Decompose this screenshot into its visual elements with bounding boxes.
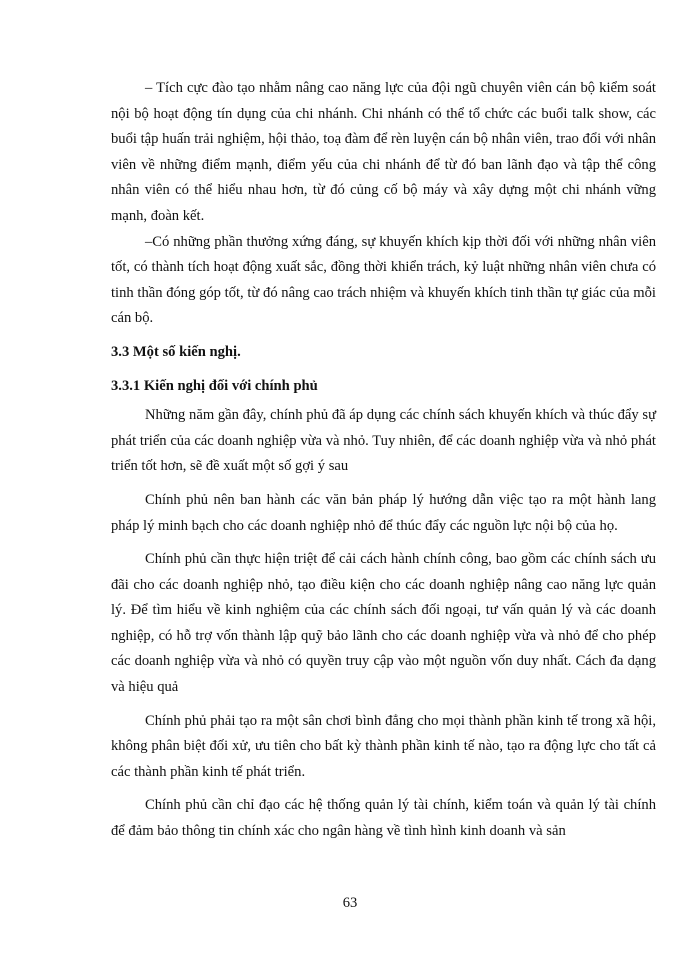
paragraph-government-policies: Những năm gần đây, chính phủ đã áp dụng các chính sách khuyến khích và thúc đẩy sự phát triển của các doanh nghiệp vừa và nhỏ. Tuy nhiên, để các doanh nghiệp vừa và nhỏ phát triển tốt hơn, sẽ đề xuất một số gợi ý sau: [111, 407, 656, 475]
section-heading: 3.3 Một số kiến nghị.: [111, 343, 241, 360]
page-number: 63: [342, 895, 358, 911]
paragraph-administrative-reform: Chính phủ cần thực hiện triệt để cải cách hành chính công, bao gồm các chính sách ưu đãi cho các doanh nghiệp nhỏ, tạo điều kiện cho các doanh nghiệp nâng cao năng lực quản lý. Để tìm hiểu về kinh nghiệm của các chính sách đối ngoại, tư vấn quản lý và các doanh nghiệp, có hỗ trợ vốn thành lập quỹ bảo lãnh cho các doanh nghiệp vừa và nhỏ để cho phép các doanh nghiệp vừa và nhỏ có quyền truy cập vào một nguồn vốn duy nhất. Cách đa dạng và hiệu quả: [111, 551, 656, 696]
subsection-heading: 3.3.1 Kiến nghị đối với chính phủ: [111, 377, 318, 394]
paragraph-rewards: –Có những phần thưởng xứng đáng, sự khuyến khích kịp thời đối với những nhân viên tốt, có thành tích hoạt động xuất sắc, đồng thời khiển trách, kỷ luật những nhân viên chưa có tinh thần đóng góp tốt, từ đó nâng cao trách nhiệm và khuyến khích tinh thần tự giác của mỗi cán bộ.: [111, 233, 656, 327]
paragraph-training: – Tích cực đào tạo nhằm nâng cao năng lực của đội ngũ chuyên viên cán bộ kiểm soát nội bộ hoạt động tín dụng của chi nhánh. Chi nhánh có thể tổ chức các buổi talk show, các buổi tập huấn trải nghiệm, hội thảo, toạ đàm để rèn luyện cán bộ nhân viên, trao đổi với nhân viên về những điểm mạnh, điểm yếu của chi nhánh để từ đó ban lãnh đạo và tập thể công nhân viên có thể hiểu nhau hơn, từ đó củng cố bộ máy và xây dựng một chi nhánh vững mạnh, đoàn kết.: [111, 80, 656, 224]
paragraph-level-playing-field: Chính phủ phải tạo ra một sân chơi bình đẳng cho mọi thành phần kinh tế trong xã hội, không phân biệt đối xử, ưu tiên cho bất kỳ thành phần kinh tế nào, tạo ra động lực cho tất cả các thành phần kinh tế phát triển.: [111, 712, 656, 780]
paragraph-financial-systems: Chính phủ cần chỉ đạo các hệ thống quản lý tài chính, kiểm toán và quản lý tài chính để đảm bảo thông tin chính xác cho ngân hàng về tình hình kinh doanh và sản: [111, 797, 656, 840]
paragraph-legal-framework: Chính phủ nên ban hành các văn bản pháp lý hướng dẫn việc tạo ra một hành lang pháp lý minh bạch cho các doanh nghiệp nhỏ để thúc đẩy các nguồn lực nội bộ của họ.: [111, 491, 656, 534]
page-content: [111, 76, 656, 845]
